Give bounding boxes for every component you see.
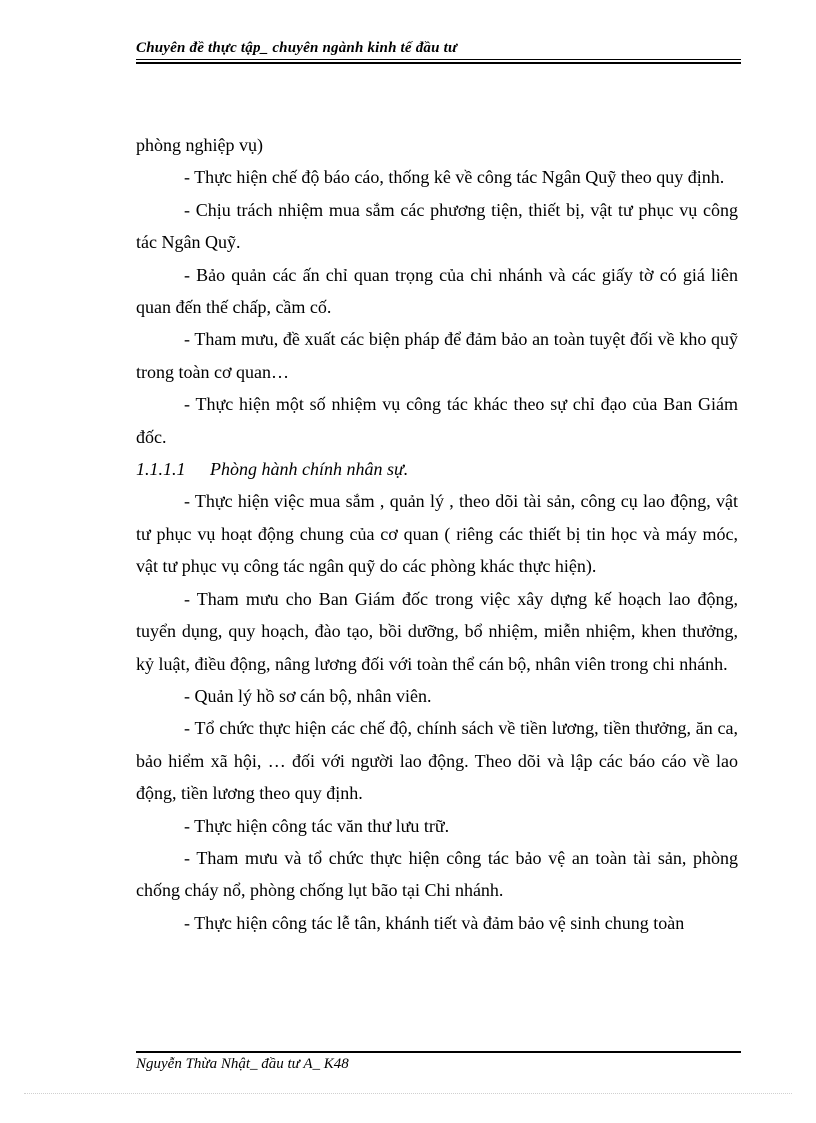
paragraph: - Thực hiện việc mua sắm , quản lý , theo dõi tài sản, công cụ lao động, vật tư phục vụ hoạt động chung của cơ quan ( riêng các thiết bị tin học và máy móc, vật tư phục vụ công tác ngân quỹ do các phòng khác thực hiện). [136,491,738,577]
paragraph: - Quản lý hồ sơ cán bộ, nhân viên. [184,685,432,706]
paragraph: - Tham mưu, đề xuất các biện pháp để đảm bảo an toàn tuyệt đối về kho quỹ trong toàn cơ quan… [136,329,738,382]
paragraph: - Thực hiện chế độ báo cáo, thống kê về công tác Ngân Quỹ theo quy định. [184,167,725,188]
page-footer-author: Nguyễn Thừa Nhật_ đầu tư A_ K48 [136,1056,349,1072]
page-header-title: Chuyên đề thực tập_ chuyên ngành kinh tế đầu tư [136,40,458,56]
paragraph: - Tham mưu cho Ban Giám đốc trong việc xây dựng kế hoạch lao động, tuyển dụng, quy hoạch, đào tạo, bồi dưỡng, bổ nhiệm, miễn nhiệm, khen thưởng, kỷ luật, điều động, nâng lương đối với toàn thể cán bộ, nhân viên trong chi nhánh. [136,588,738,674]
paragraph: - Chịu trách nhiệm mua sắm các phương tiện, thiết bị, vật tư phục vụ công tác Ngân Quỹ. [136,199,738,253]
paragraph: - Bảo quản các ấn chỉ quan trọng của chi nhánh và các giấy tờ có giá liên quan đến thế chấp, cầm cố. [136,264,738,318]
paragraph: phòng nghiệp vụ) [136,135,263,155]
page-bottom-border [24,1093,792,1094]
section-number: 1.1.1.1 [136,459,186,480]
paragraph: - Thực hiện công tác lễ tân, khánh tiết và đảm bảo vệ sinh chung toàn [184,912,685,933]
document-body [136,129,738,939]
header-rule-thick [136,62,741,64]
paragraph: - Thực hiện công tác văn thư lưu trữ. [184,815,450,836]
footer-rule [136,1051,741,1053]
paragraph: - Tổ chức thực hiện các chế độ, chính sách về tiền lương, tiền thưởng, ăn ca, bảo hiểm xã hội, … đối với người lao động. Theo dõi và lập các báo cáo về lao động, tiền lương theo quy định. [136,718,738,804]
paragraph: - Thực hiện một số nhiệm vụ công tác khác theo sự chỉ đạo của Ban Giám đốc. [136,394,738,447]
section-heading [136,453,738,485]
paragraph: - Tham mưu và tổ chức thực hiện công tác bảo vệ an toàn tài sản, phòng chống cháy nổ, phòng chống lụt bão tại Chi nhánh. [136,847,738,901]
section-title: Phòng hành chính nhân sự. [210,459,409,480]
header-rule [136,59,741,60]
